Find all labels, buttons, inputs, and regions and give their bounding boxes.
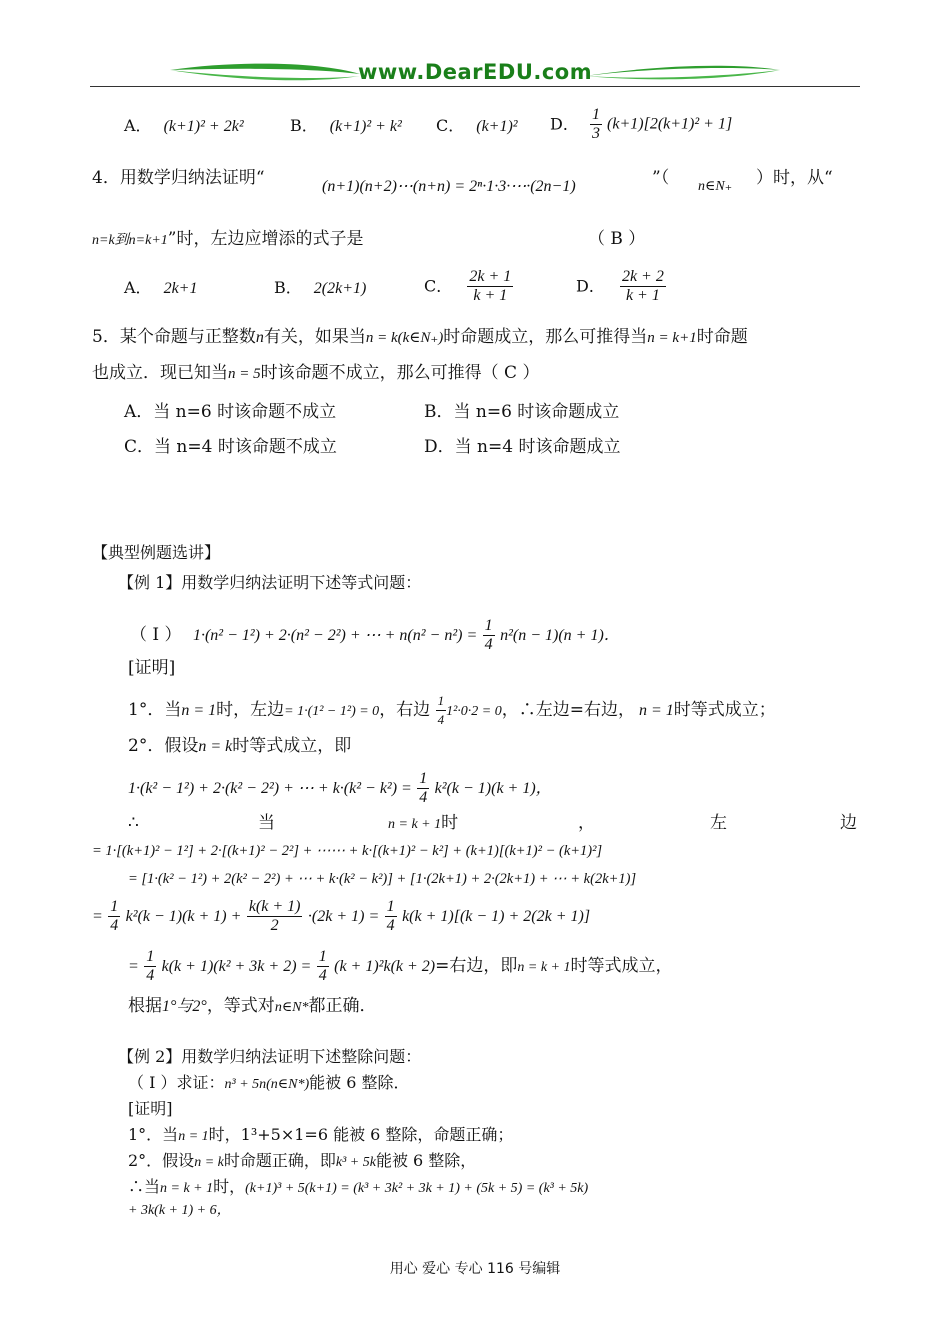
q4-stem-mid: ”（ [652, 168, 670, 188]
example2-title: 【例 2】用数学归纳法证明下述整除问题： [118, 1047, 422, 1066]
proof-step2-equation: 1·(k² − 1²) + 2·(k² − 2²) + ⋯ + k·(k² − k²) = $\frac{1}{4}$ k²(k − 1)(k + 1)， [128, 770, 552, 806]
q5-line1: 5．某个命题与正整数n有关，如果当n = k(k∈N₊)时命题成立，那么可推得当n = k+1时命题 [92, 327, 748, 347]
proof-step1: 1°．当n = 1时，左边= 1·(1² − 1²) = 0，右边 $\frac{1}{4}$ 1²·0·2 = 0，∴左边=右边， n = 1时等式成立； [128, 693, 776, 727]
site-logo-text: www.DearEDU.com [358, 60, 593, 84]
q5-option-b: B．当 n=6 时该命题成立 [424, 402, 620, 422]
q3-option-c: C． (k+1)² [436, 116, 518, 135]
q4-answer: （ B ） [588, 229, 646, 249]
q3-option-a: A． (k+1)² + 2k² [124, 116, 244, 135]
q4-option-d: D． $\frac{2k + 2}{k + 1}$ [576, 268, 664, 304]
example2-step3: ∴当n = k + 1时，(k+1)³ + 5(k+1) = (k³ + 3k² + 3k + 1) + (5k + 5) = (k³ + 5k) [128, 1177, 589, 1196]
proof-step3-comma: ， [578, 813, 595, 833]
proof-step3-line3: = $\frac{1}{4}$ k²(k − 1)(k + 1) + $\frac{k(k + 1)}{2}$ ·(2k + 1) = $\frac{1}{4}$ k(k + 1)[(k − 1) + 2(2k + 1)] [92, 898, 591, 934]
proof-step3-line2: = [1·(k² − 1²) + 2(k² − 2²) + ⋯ + k·(k² − k²)] + [1·(2k+1) + 2·(2k+1) + ⋯ + k(2k+1)] [128, 871, 637, 887]
proof-label-2: [证明] [128, 1099, 173, 1118]
q5-line2: 也成立．现已知当n = 5时该命题不成立，那么可推得（ C ） [92, 363, 540, 383]
q4-stem-line1: 4．用数学归纳法证明“ [92, 168, 265, 188]
proof-step3-left: 左 [710, 813, 727, 833]
proof-step2: 2°．假设n = k时等式成立，即 [128, 736, 352, 756]
proof-step3-line4: = $\frac{1}{4}$ k(k + 1)(k² + 3k + 2) = $\frac{1}{4}$ (k + 1)²k(k + 2)=右边，即n = k + 1时等式成立， [128, 948, 673, 984]
example2-step2: 2°．假设n = k时命题正确，即k³ + 5k能被 6 整除， [128, 1151, 477, 1170]
q4-option-b: B． 2(2k+1) [274, 278, 367, 297]
example2-step3-cont: + 3k(k + 1) + 6， [128, 1203, 231, 1218]
proof-conclusion: 根据1°与2°，等式对n∈N*都正确． [128, 996, 377, 1016]
header-rule [90, 86, 860, 87]
proof-step3-when: 当 [258, 813, 275, 833]
q3-option-d: D． $\frac{1}{3}$ (k+1)[2(k+1)² + 1] [550, 106, 733, 142]
example2-statement: （ Ⅰ ）求证：n³ + 5n(n∈N*)能被 6 整除． [128, 1073, 410, 1092]
proof-step3-therefore: ∴ [128, 813, 139, 833]
q5-option-c: C．当 n=4 时该命题不成立 [124, 437, 337, 457]
q4-option-c: C． $\frac{2k + 1}{k + 1}$ [424, 268, 512, 304]
section-title: 【典型例题选讲】 [92, 543, 221, 562]
q4-stem-line2: n=k到n=k+1”时，左边应增添的式子是 [92, 229, 364, 249]
q5-option-d: D．当 n=4 时该命题成立 [424, 437, 621, 457]
page-footer: 用心 爱心 专心 116 号编辑 [389, 1261, 561, 1277]
proof-label-1: [证明] [128, 658, 176, 678]
q4-stem-expression: (n+1)(n+2)⋯(n+n) = 2ⁿ·1·3·⋯·(2n−1) [322, 178, 576, 195]
example1-statement: （ Ⅰ ） 1·(n² − 1²) + 2·(n² − 2²) + ⋯ + n(n² − n²) = $\frac{1}{4}$ n²(n − 1)(n + 1)． [130, 617, 620, 653]
q4-stem-condition: n∈N₊ [698, 179, 733, 194]
proof-step3-line1: = 1·[(k+1)² − 1²] + 2·[(k+1)² − 2²] + ⋯⋯ + k·[(k+1)² − k²] + (k+1)[(k+1)² − (k+1)²] [92, 843, 603, 859]
q4-stem-end: ）时，从“ [756, 168, 833, 188]
example2-step1: 1°．当n = 1时，1³+5×1=6 能被 6 整除，命题正确； [128, 1125, 514, 1144]
q3-option-b: B． (k+1)² + k² [290, 116, 402, 135]
proof-step3-case: n = k + 1时 [388, 813, 459, 833]
q4-option-a: A． 2k+1 [124, 278, 198, 297]
proof-step3-side: 边 [840, 813, 857, 833]
q5-option-a: A．当 n=6 时该命题不成立 [124, 402, 337, 422]
example1-title: 【例 1】用数学归纳法证明下述等式问题： [118, 573, 422, 592]
